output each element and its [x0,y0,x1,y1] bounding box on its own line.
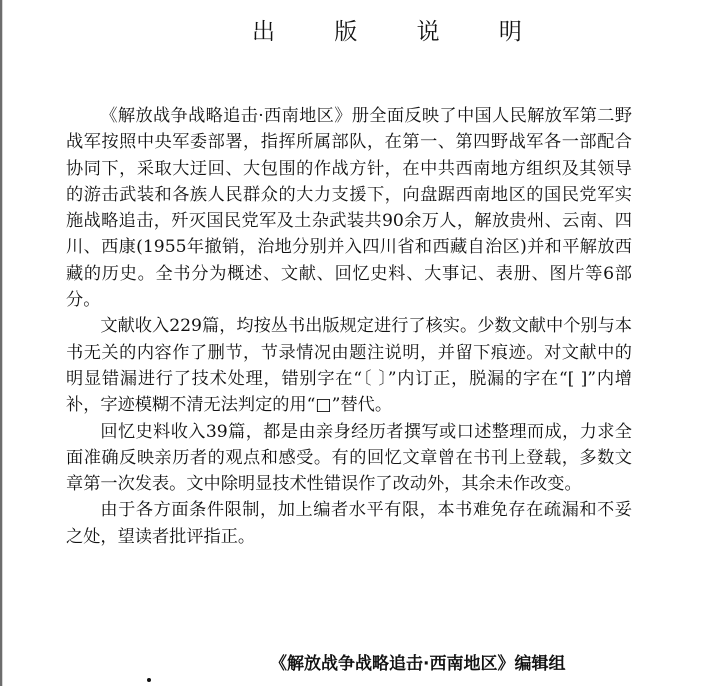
document-title: 出 版 说 明 [252,19,548,45]
paragraph-documents: 文献收入229篇，均按丛书出版规定进行了核实。少数文献中个别与本书无关的内容作了删节，节录情况由题注说明，并留下痕迹。对文献中的明显错漏进行了技术处理，错别字在“〔 〕”内订正，脱漏的字在“[ ]”内增补，字迹模糊不清无法判定的用“□”替代。 [66,316,632,416]
paragraph-closing: 由于各方面条件限制，加上编者水平有限，本书难免存在疏漏和不妥之处，望读者批评指正。 [66,500,632,547]
page-edge-shadow [2,0,3,686]
paragraph-overview: 《解放战争战略追击·西南地区》册全面反映了中国人民解放军第二野战军按照中央军委部署，指挥所属部队，在第一、第四野战军各一部配合协同下，采取大迂回、大包围的作战方针，在中共西南地方组织及其领导的游击武装和各族人民群众的大力支援下，向盘踞西南地区的国民党军实施战略追击，歼灭国民党军及土杂武装共90余万人，解放贵州、云南、四川、西康(1955年撤销，治地分别并入四川省和西藏自治区)并和平解放西藏的历史。全书分为概述、文献、回忆史料、大事记、表册、图片等6部分。 [66,106,632,311]
scan-dot [147,678,151,682]
editor-signature: 《解放战争战略追击·西南地区》编辑组 [270,654,566,674]
paragraph-memoirs: 回忆史料收入39篇，都是由亲身经历者撰写或口述整理而成，力求全面准确反映亲历者的观点和感受。有的回忆文章曾在书刊上登载，多数文章第一次发表。文中除明显技术性错误作了改动外，其余未作改变。 [66,421,632,495]
document-body [66,103,632,550]
